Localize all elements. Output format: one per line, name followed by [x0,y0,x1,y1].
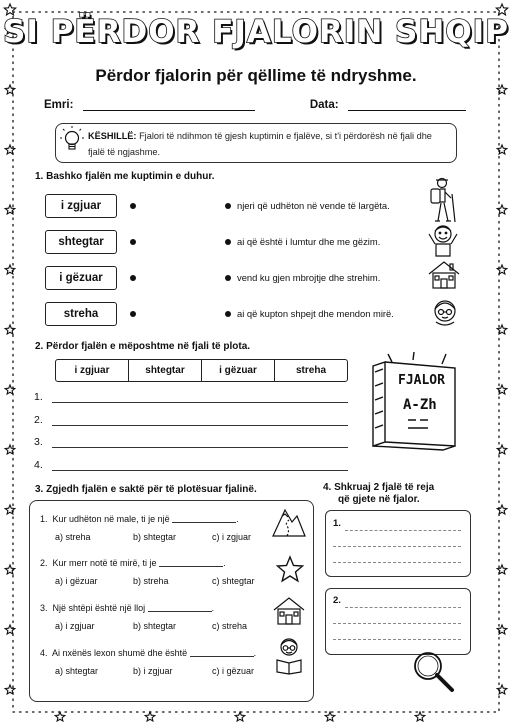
sentence-number-1: 1. [34,391,43,403]
border-star-icon [5,565,15,574]
border-star-icon [145,712,155,721]
border-star-icon [5,205,15,214]
border-star-icon [497,205,507,214]
match-dot-right-2[interactable] [225,239,231,245]
match-word-3[interactable]: i gëzuar [45,266,117,290]
magnifying-glass-icon [410,648,456,694]
date-label: Data: [309,99,339,111]
option[interactable]: c) i gëzuar [212,666,255,676]
book-title: FJALOR [398,373,445,388]
section3-title: 3. Zgjedh fjalën e saktë për të plotësuar fjalinë. [35,484,257,495]
word-bank-item: i gëzuar [202,360,275,381]
question-end: . [253,648,257,658]
sentence-line-2[interactable] [52,425,348,426]
match-dot-left-1[interactable] [130,203,136,209]
option[interactable]: a) streha [55,532,91,542]
sentence-number-3: 3. [34,436,43,448]
mountain-icon [272,504,306,538]
reading-student-icon [273,636,305,674]
sentence-line-4[interactable] [52,470,348,471]
section4-title-line1: 4. Shkruaj 2 fjalë të reja [323,482,435,493]
sentence-number-4: 4. [34,459,43,471]
match-word-1[interactable]: i zgjuar [45,194,117,218]
smart-child-icon [428,296,462,328]
match-definition-4: ai që kupton shpejt dhe mendon mirë. [237,308,394,319]
word-bank [55,359,348,382]
border-star-icon [415,712,425,721]
answer-blank[interactable] [172,522,236,523]
book-range: A-Zh [403,397,437,413]
answer-blank[interactable] [148,611,212,612]
match-word-2[interactable]: shtegtar [45,230,117,254]
border-star-icon [497,85,507,94]
border-star-icon [497,145,507,154]
match-dot-right-4[interactable] [225,311,231,317]
match-dot-right-1[interactable] [225,203,231,209]
option[interactable]: b) shtegtar [133,621,177,631]
match-word-4[interactable]: streha [45,302,117,326]
question-text: Kur udhëton në male, ti je një [52,514,170,524]
new-word-box-1[interactable] [325,510,471,577]
question-1 [40,514,239,524]
question-text: Kur merr notë të mirë, ti je [52,558,157,568]
question-number: 2. [40,558,48,568]
border-star-icon [5,505,15,514]
sentence-number-2: 2. [34,414,43,426]
writing-line [333,623,461,624]
answer-blank[interactable] [159,566,223,567]
border-star-icon [235,712,245,721]
answer-blank[interactable] [190,656,254,657]
hiker-icon [425,176,461,224]
sentence-line-3[interactable] [52,447,348,448]
name-date-row [44,99,466,111]
word-bank-item: streha [295,365,326,376]
border-star-icon [5,685,15,694]
border-star-icon [497,445,507,454]
match-definition-1: njeri që udhëton në vende të largëta. [237,200,390,211]
question-end: . [236,514,239,524]
option[interactable]: c) i zgjuar [212,532,252,542]
option[interactable]: a) i zgjuar [55,621,95,631]
match-dot-right-3[interactable] [225,275,231,281]
writing-line [345,607,461,608]
sentence-line-1[interactable] [52,402,348,403]
new-word-number-2: 2. [333,595,341,606]
border-star-icon [5,145,15,154]
word-bank-item: shtegtar [129,360,202,381]
match-definition-3: vend ku gjen mbrojtje dhe strehim. [237,272,381,283]
date-input-line[interactable] [348,110,466,111]
lightbulb-icon [60,126,84,156]
page-subtitle: Përdor fjalorin për qëllime të ndryshme. [95,66,417,85]
option[interactable]: c) streha [212,621,248,631]
section2-title: 2. Përdor fjalën e mëposhtme në fjali të plota. [35,341,251,352]
tip-text [88,128,450,160]
border-star-icon [5,325,15,334]
option[interactable]: b) i zgjuar [133,666,173,676]
writing-line [333,639,461,640]
border-star-icon [5,85,15,94]
section1-title: 1. Bashko fjalën me kuptimin e duhur. [35,171,215,182]
option[interactable]: a) i gëzuar [55,576,98,586]
border-star-icon [5,625,15,634]
border-star-icon [497,385,507,394]
border-star-icon [55,712,65,721]
border-star-icon [497,505,507,514]
new-word-box-2[interactable] [325,588,471,655]
match-dot-left-3[interactable] [130,275,136,281]
writing-line [345,530,461,531]
question-3 [40,603,214,613]
question-text: Një shtëpi është një lloj [52,603,146,613]
match-definition-2: ai që është i lumtur dhe me gëzim. [237,236,381,247]
border-star-icon [497,685,507,694]
happy-child-icon [424,220,462,260]
section4-title-line2: që gjete në fjalor. [338,494,420,505]
writing-line [333,546,461,547]
match-dot-left-2[interactable] [130,239,136,245]
question-end: . [223,558,226,568]
tip-label: KËSHILLË: [88,131,137,141]
question-text: Ai nxënës lexon shumë dhe është [52,648,188,658]
border-star-icon [497,265,507,274]
page-title: SI PËRDOR FJALORIN SHQIP [3,14,509,50]
new-word-number-1: 1. [333,518,341,529]
question-number: 4. [40,648,48,658]
name-input-line[interactable] [83,110,255,111]
question-end: . [211,603,215,613]
house-icon [427,260,461,290]
name-label: Emri: [44,99,74,111]
border-star-icon [5,385,15,394]
border-star-icon [5,265,15,274]
border-star-icon [325,712,335,721]
question-number: 1. [40,514,48,524]
border-star-icon [5,445,15,454]
border-star-icon [497,565,507,574]
word-bank-item: i zgjuar [56,360,129,381]
writing-line [333,562,461,563]
option[interactable]: a) shtegtar [55,666,99,676]
border-star-icon [497,625,507,634]
house-small-icon [272,596,306,626]
question-4 [40,648,256,658]
tip-body: Fjalori të ndihmon të gjesh kuptimin e fjalëve, si t'i përdorësh në fjali dhe fjalë të ngjashme. [88,131,432,157]
option[interactable]: b) shtegtar [133,532,177,542]
question-2 [40,558,226,568]
match-dot-left-4[interactable] [130,311,136,317]
question-number: 3. [40,603,48,613]
border-star-icon [497,325,507,334]
star-icon [276,555,304,583]
option[interactable]: b) streha [133,576,169,586]
option[interactable]: c) shtegtar [212,576,255,586]
